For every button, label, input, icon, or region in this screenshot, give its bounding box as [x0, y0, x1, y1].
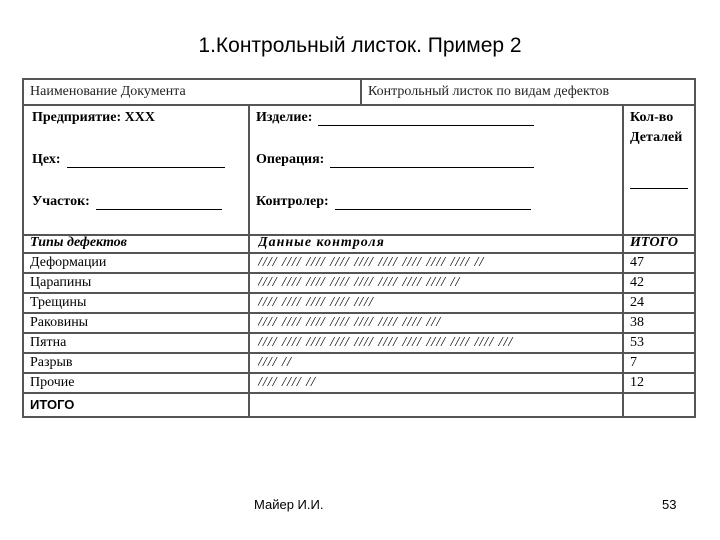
table-row — [24, 314, 694, 334]
tally-marks: //// // — [258, 355, 292, 370]
tally-marks: //// //// //// //// //// — [258, 295, 374, 310]
quantity-label-line2: Деталей — [630, 130, 683, 145]
defect-name: Трещины — [30, 295, 87, 310]
section-field: Участок: — [32, 194, 222, 210]
table-row — [24, 374, 694, 394]
defect-total: 53 — [630, 335, 644, 350]
controller-field: Контролер: — [256, 194, 531, 210]
info-divider-2 — [622, 104, 624, 234]
tally-marks: //// //// //// //// //// //// //// //// //// //// /// — [258, 335, 514, 350]
table-total-row — [24, 394, 694, 416]
info-divider-1 — [248, 104, 250, 234]
tally-marks: //// //// //// //// //// //// //// /// — [258, 315, 442, 330]
header-divider — [360, 80, 362, 104]
slide-title: 1.Контрольный листок. Пример 2 — [198, 34, 522, 57]
operation-field: Операция: — [256, 152, 534, 168]
table-row — [24, 354, 694, 374]
quantity-blank — [630, 188, 688, 189]
defect-name: Прочие — [30, 375, 75, 390]
table-row — [24, 274, 694, 294]
defect-name: Пятна — [30, 335, 67, 350]
table-row — [24, 254, 694, 274]
check-sheet — [22, 78, 696, 418]
defect-name: Раковины — [30, 315, 89, 330]
total-header: ИТОГО — [630, 235, 678, 250]
page-number: 53 — [662, 497, 677, 512]
table-row — [24, 334, 694, 354]
defect-total: 38 — [630, 315, 644, 330]
defect-total: 24 — [630, 295, 644, 310]
tally-marks: //// //// // — [258, 375, 316, 390]
defect-total: 42 — [630, 275, 644, 290]
defect-total: 47 — [630, 255, 644, 270]
quantity-label-line1: Кол-во — [630, 110, 674, 125]
total-row-label: ИТОГО — [30, 397, 75, 412]
defect-name: Разрыв — [30, 355, 73, 370]
tally-marks: //// //// //// //// //// //// //// //// // — [258, 275, 461, 290]
defect-name: Царапины — [30, 275, 92, 290]
defect-total: 7 — [630, 355, 637, 370]
defect-name: Деформации — [30, 255, 107, 270]
tally-marks: //// //// //// //// //// //// //// //// //// // — [258, 255, 485, 270]
document-type-label: Контрольный листок по видам дефектов — [368, 84, 610, 99]
defect-total: 12 — [630, 375, 644, 390]
product-field: Изделие: — [256, 110, 534, 126]
table-row — [24, 294, 694, 314]
author-name: Майер И.И. — [254, 497, 324, 512]
control-data-header: Данные контроля — [258, 235, 385, 250]
sheet-header — [24, 80, 694, 106]
defect-types-header: Типы дефектов — [30, 235, 127, 250]
enterprise-field: Предприятие: XXX — [32, 110, 155, 125]
table-header-row — [24, 234, 694, 254]
info-block — [24, 104, 694, 236]
workshop-field: Цех: — [32, 152, 225, 168]
document-name-label: Наименование Документа — [30, 84, 186, 99]
